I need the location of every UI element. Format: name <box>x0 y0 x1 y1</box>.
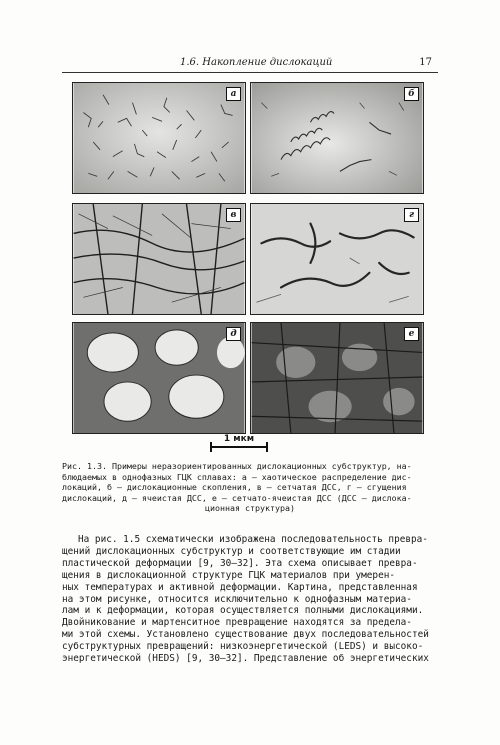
body-line: лам и к деформации, которая осуществляется полными дислокациями. <box>62 605 424 617</box>
running-head <box>62 57 438 73</box>
body-line: на этом рисунке, относится исключительно к однофазным материа- <box>62 593 412 605</box>
panel-label-d: д <box>226 327 241 341</box>
body-line: щений дислокационных субструктур и соответствующие им стадии <box>62 545 401 557</box>
micrograph-d-image <box>73 323 245 433</box>
body-line: На рис. 1.5 схематически изображена последовательность превра- <box>78 534 428 545</box>
page-number: 17 <box>419 57 432 68</box>
body-line: энергетической (HEDS) [9, 30–32]. Представление об энергетических <box>62 653 429 665</box>
body-line: ных температурах и активной деформации. Картина, представленная <box>62 581 418 593</box>
panel-label-a: а <box>226 87 241 101</box>
micrograph-b-image <box>251 83 423 193</box>
caption-line: Рис. 1.3. Примеры неразориентированных дислокационных субструктур, на- <box>62 461 412 471</box>
caption-line: ционная структура) <box>205 503 295 514</box>
figure-caption <box>62 461 438 514</box>
micrograph-panel-v <box>72 203 246 315</box>
panel-label-b: б <box>404 87 419 101</box>
body-paragraph <box>62 534 440 665</box>
micrograph-panel-d <box>72 322 246 434</box>
micrograph-e-image <box>251 323 423 433</box>
body-line: субструктурных превращений: низкоэнергетической (LEDS) и высоко- <box>62 641 424 653</box>
scale-bar-line <box>210 446 268 448</box>
caption-line: дислокаций, д — ячеистая ДСС, е — сетчато-ячеистая ДСС (ДСС — дислока- <box>62 492 412 503</box>
micrograph-g-image <box>251 204 423 314</box>
body-line: ми этой схемы. Установлено существование двух последовательностей <box>62 629 429 641</box>
scale-bar <box>206 434 272 456</box>
body-line: щения в дислокационной структуре ГЦК материалов при умерен- <box>62 569 396 581</box>
panel-label-g: г <box>404 208 419 222</box>
micrograph-v-image <box>73 204 245 314</box>
body-line: пластической деформации [9, 30–32]. Эта схема описывает превра- <box>62 557 418 569</box>
panel-label-e: е <box>404 327 419 341</box>
micrograph-panel-a <box>72 82 246 194</box>
scale-bar-tick-left <box>210 442 212 452</box>
micrograph-a-image <box>73 83 245 193</box>
micrograph-panel-g <box>250 203 424 315</box>
panel-label-v: в <box>226 208 241 222</box>
scale-label: 1 мкм <box>223 434 255 444</box>
body-line: Двойникование и мартенситное превращение находятся за предела- <box>62 617 412 629</box>
caption-line: локаций, б — дислокационные скопления, в — сетчатая ДСС, г — сгущения <box>62 482 407 493</box>
micrograph-panel-b <box>250 82 424 194</box>
micrograph-panel-e <box>250 322 424 434</box>
running-title: 1.6. Накопление дислокаций <box>180 57 333 68</box>
micrograph-figure <box>68 82 432 458</box>
scale-bar-tick-right <box>266 442 268 452</box>
caption-line: блюдаемых в однофазных ГЦК сплавах: а — хаотическое распределение дис- <box>62 471 412 482</box>
